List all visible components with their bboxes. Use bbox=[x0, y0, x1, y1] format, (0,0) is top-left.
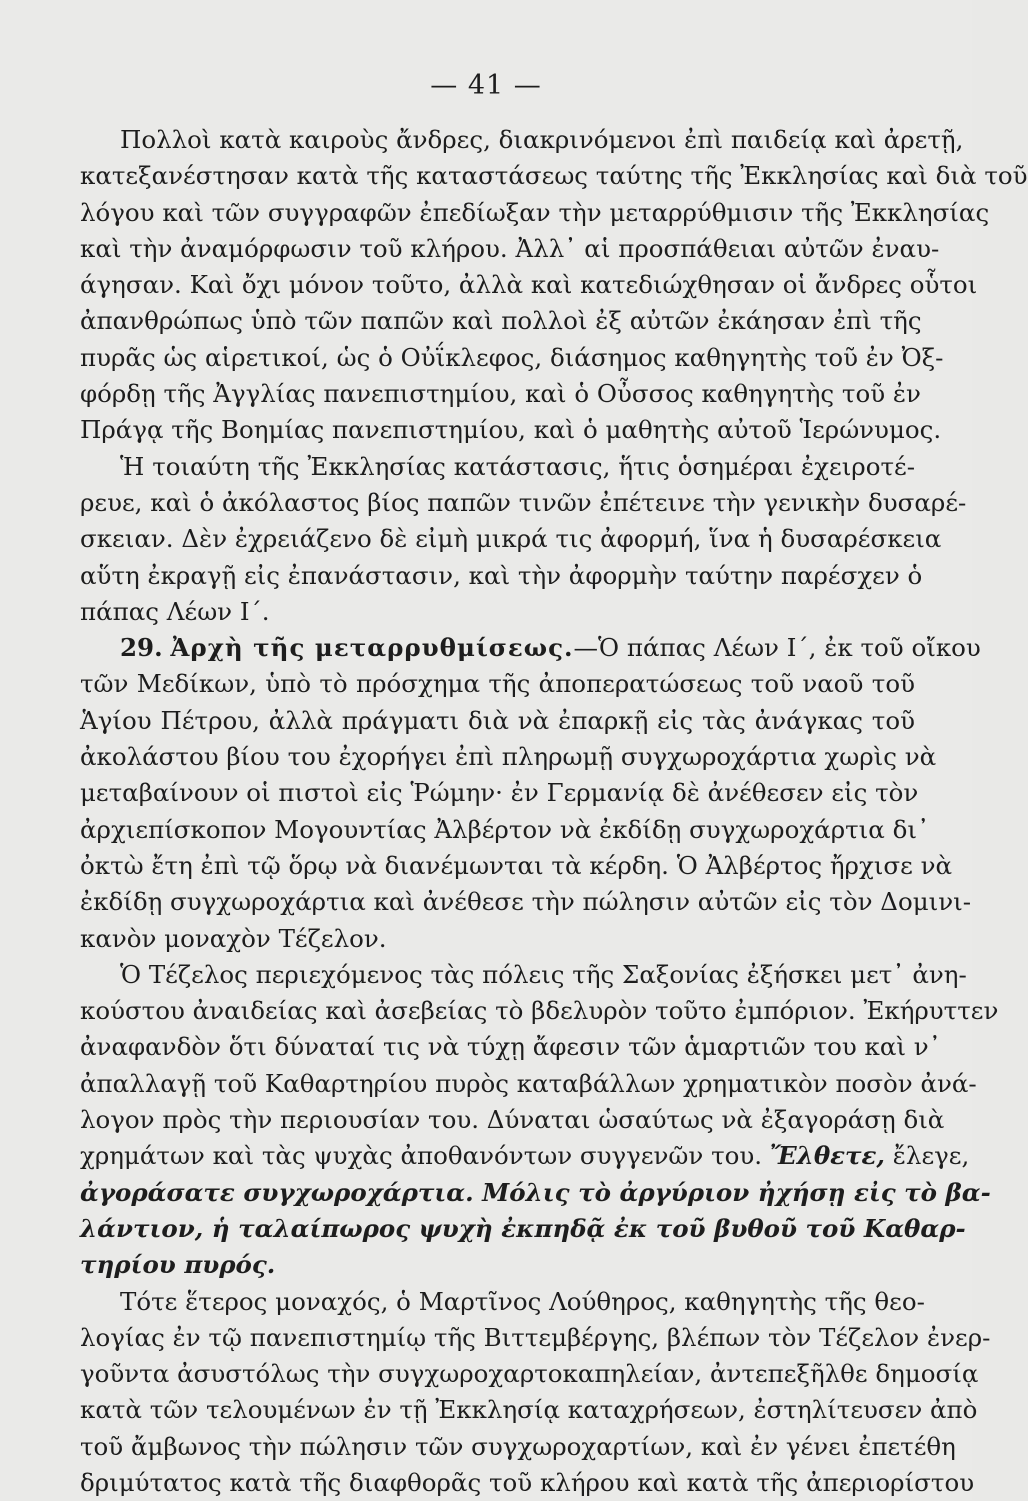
line-text: πάπας Λέων Ι΄. bbox=[80, 596, 270, 626]
text-line bbox=[80, 739, 937, 775]
line-text: Πολλοὶ κατὰ καιροὺς ἄνδρες, διακρινόμενοι ἐπὶ παιδείᾳ καὶ ἀρετῇ, bbox=[120, 125, 964, 154]
line-text: αὕτη ἐκραγῇ εἰς ἐπανάστασιν, καὶ τὴν ἀφορμὴν ταύτην παρέσχεν ὁ bbox=[80, 560, 923, 590]
text-line bbox=[80, 1320, 991, 1356]
text-line bbox=[80, 449, 915, 485]
line-text: φόρδῃ τῆς Ἀγγλίας πανεπιστημίου, καὶ ὁ Οὖσσος καθηγητὴς τοῦ ἐν bbox=[80, 379, 921, 409]
line-text: κατεξανέστησαν κατὰ τῆς καταστάσεως ταύτης τῆς Ἐκκλησίας καὶ διὰ τοῦ bbox=[80, 161, 1028, 191]
line-text: Πράγᾳ τῆς Βοημίας πανεπιστημίου, καὶ ὁ μαθητὴς αὐτοῦ Ἱερώνυμος. bbox=[80, 415, 942, 445]
line-text: γοῦντα ἀσυστόλως τὴν συγχωροχαρτοκαπηλείαν, ἀντεπεξῆλθε δημοσίᾳ bbox=[80, 1359, 979, 1389]
emphasized-text: Ἔλθετε, bbox=[769, 1141, 885, 1171]
text-line bbox=[80, 666, 915, 702]
line-text: Ἁγίου Πέτρου, ἀλλὰ πράγματι διὰ νὰ ἐπαρκῇ εἰς τὰς ἀνάγκας τοῦ bbox=[80, 705, 915, 735]
text-line bbox=[80, 848, 953, 884]
line-text: κατὰ τῶν τελουμένων ἐν τῇ Ἐκκλησίᾳ καταχρήσεων, ἐστηλίτευσεν ἀπὸ bbox=[80, 1395, 978, 1425]
text-line bbox=[80, 1138, 970, 1174]
text-line bbox=[80, 1356, 979, 1392]
line-text: ὀκτὼ ἔτη ἐπὶ τῷ ὅρῳ νὰ διανέμωνται τὰ κέρδη. Ὁ Ἀλβέρτος ἤρχισε νὰ bbox=[80, 850, 953, 880]
text-line bbox=[80, 1211, 966, 1247]
emphasized-text: ἀγοράσατε συγχωροχάρτια. Μόλις τὸ ἀργύριον ἠχήσῃ εἰς τὸ βα- bbox=[80, 1177, 991, 1207]
line-text: χρημάτων καὶ τὰς ψυχὰς ἀποθανόντων συγγενῶν του. bbox=[80, 1141, 763, 1171]
text-line bbox=[80, 921, 915, 957]
line-text: ἀναφανδὸν ὅτι δύναταί τις νὰ τύχῃ ἄφεσιν τῶν ἁμαρτιῶν του καὶ ν᾽ bbox=[80, 1032, 941, 1062]
text-line bbox=[80, 703, 915, 739]
page-number: — 41 — bbox=[430, 70, 542, 101]
line-text: κούστου ἀναιδείας καὶ ἀσεβείας τὸ βδελυρὸν τοῦτο ἐμπόριον. Ἐκήρυττεν bbox=[80, 996, 999, 1026]
text-line bbox=[80, 558, 923, 594]
text-line bbox=[80, 1465, 975, 1501]
text-line bbox=[80, 1284, 925, 1320]
text-line bbox=[80, 812, 930, 848]
text-line bbox=[80, 158, 1028, 194]
line-text: σκειαν. Δὲν ἐχρειάζενο δὲ εἰμὴ μικρά τις ἀφορμή, ἵνα ἡ δυσαρέσκεια bbox=[80, 524, 942, 554]
line-text: δριμύτατος κατὰ τῆς διαφθορᾶς τοῦ κλήρου καὶ κατὰ τῆς ἀπεριορίστου bbox=[80, 1467, 975, 1497]
body-text bbox=[80, 122, 1028, 1501]
text-line bbox=[80, 1247, 915, 1283]
text-line bbox=[80, 594, 915, 630]
line-text: καὶ τὴν ἀναμόρφωσιν τοῦ κλήρου. Ἀλλ᾽ αἱ προσπάθειαι αὐτῶν ἐναυ- bbox=[80, 233, 940, 263]
text-line bbox=[80, 195, 990, 231]
text-line bbox=[80, 1029, 941, 1065]
line-text: τῶν Μεδίκων, ὑπὸ τὸ πρόσχημα τῆς ἀποπερατώσεως τοῦ ναοῦ τοῦ bbox=[80, 669, 915, 699]
line-text: —Ὁ πάπας Λέων Ι΄, ἐκ τοῦ οἴκου bbox=[573, 633, 981, 663]
text-line bbox=[80, 1066, 977, 1102]
text-line bbox=[80, 1102, 945, 1138]
emphasized-text: λάντιον, ἡ ταλαίπωρος ψυχὴ ἐκπηδᾷ ἐκ τοῦ βυθοῦ τοῦ Καθαρ- bbox=[80, 1213, 966, 1243]
line-text-after: ἔλεγε, bbox=[892, 1141, 970, 1171]
line-text: ἀπανθρώπως ὑπὸ τῶν παπῶν καὶ πολλοὶ ἐξ αὐτῶν ἐκάησαν ἐπὶ τῆς bbox=[80, 306, 922, 336]
section-number: 29. bbox=[120, 633, 163, 663]
line-text: ρευε, καὶ ὁ ἀκόλαστος βίος παπῶν τινῶν ἐπέτεινε τὴν γενικὴν δυσαρέ- bbox=[80, 487, 967, 517]
line-text: ἀρχιεπίσκοπον Μογουντίας Ἀλβέρτον νὰ ἐκδίδῃ συγχωροχάρτια δι᾽ bbox=[80, 814, 930, 844]
text-line bbox=[80, 884, 971, 920]
text-line bbox=[80, 340, 944, 376]
line-text: λογον πρὸς τὴν περιουσίαν του. Δύναται ὡσαύτως νὰ ἐξαγοράσῃ διὰ bbox=[80, 1105, 945, 1135]
text-line bbox=[80, 1392, 978, 1428]
line-text: Ὁ Τέζελος περιεχόμενος τὰς πόλεις τῆς Σαξονίας ἐξήσκει μετ᾽ ἀνη- bbox=[120, 959, 967, 989]
line-text: τοῦ ἄμβωνος τὴν πώλησιν τῶν συγχωροχαρτίων, καὶ ἐν γένει ἐπετέθη bbox=[80, 1431, 956, 1461]
line-text: ἀπαλλαγῇ τοῦ Καθαρτηρίου πυρὸς καταβάλλων χρηματικὸν ποσὸν ἀνά- bbox=[80, 1068, 977, 1098]
text-line bbox=[80, 303, 922, 339]
line-text: Τότε ἕτερος μοναχός, ὁ Μαρτῖνος Λούθηρος, καθηγητὴς τῆς θεο- bbox=[120, 1286, 925, 1316]
text-line bbox=[80, 1175, 991, 1211]
text-line bbox=[80, 267, 978, 303]
line-text: μεταβαίνουν οἱ πιστοὶ εἰς Ῥώμην· ἐν Γερμανίᾳ δὲ ἀνέθεσεν εἰς τὸν bbox=[80, 778, 919, 808]
emphasized-text: τηρίου πυρός. bbox=[80, 1250, 276, 1280]
text-line bbox=[80, 412, 942, 448]
line-text: άγησαν. Καὶ ὄχι μόνον τοῦτο, ἀλλὰ καὶ κατεδιώχθησαν οἱ ἄνδρες οὗτοι bbox=[80, 270, 978, 300]
line-text: ἐκδίδῃ συγχωροχάρτια καὶ ἀνέθεσε τὴν πώλησιν αὐτῶν εἰς τὸν Δομινι- bbox=[80, 887, 971, 917]
line-text: πυρᾶς ὡς αἱρετικοί, ὡς ὁ Οὐΐκλεφος, διάσημος καθηγητὴς τοῦ ἐν Ὀξ- bbox=[80, 342, 944, 372]
text-line bbox=[80, 957, 967, 993]
text-line bbox=[80, 1429, 956, 1465]
text-line bbox=[80, 630, 981, 666]
line-text: Ἡ τοιαύτη τῆς Ἐκκλησίας κατάστασις, ἥτις ὁσημέραι ἐχειροτέ- bbox=[120, 451, 915, 481]
text-line bbox=[80, 231, 940, 267]
line-text: λογίας ἐν τῷ πανεπιστημίῳ τῆς Βιττεμβέργης, βλέπων τὸν Τέζελον ἐνερ- bbox=[80, 1322, 991, 1352]
text-line bbox=[80, 521, 942, 557]
text-line bbox=[80, 376, 921, 412]
text-line bbox=[80, 993, 999, 1029]
section-title: Ἀρχὴ τῆς μεταρρυθμίσεως. bbox=[170, 633, 574, 663]
text-line bbox=[80, 122, 964, 158]
text-line bbox=[80, 775, 919, 811]
text-line bbox=[80, 485, 967, 521]
line-text: λόγου καὶ τῶν συγγραφῶν ἐπεδίωξαν τὴν μεταρρύθμισιν τῆς Ἐκκλησίας bbox=[80, 197, 990, 227]
line-text: ἀκολάστου βίου του ἐχορήγει ἐπὶ πληρωμῇ συγχωροχάρτια χωρὶς νὰ bbox=[80, 742, 937, 772]
line-text: κανὸν μοναχὸν Τέζελον. bbox=[80, 923, 387, 953]
